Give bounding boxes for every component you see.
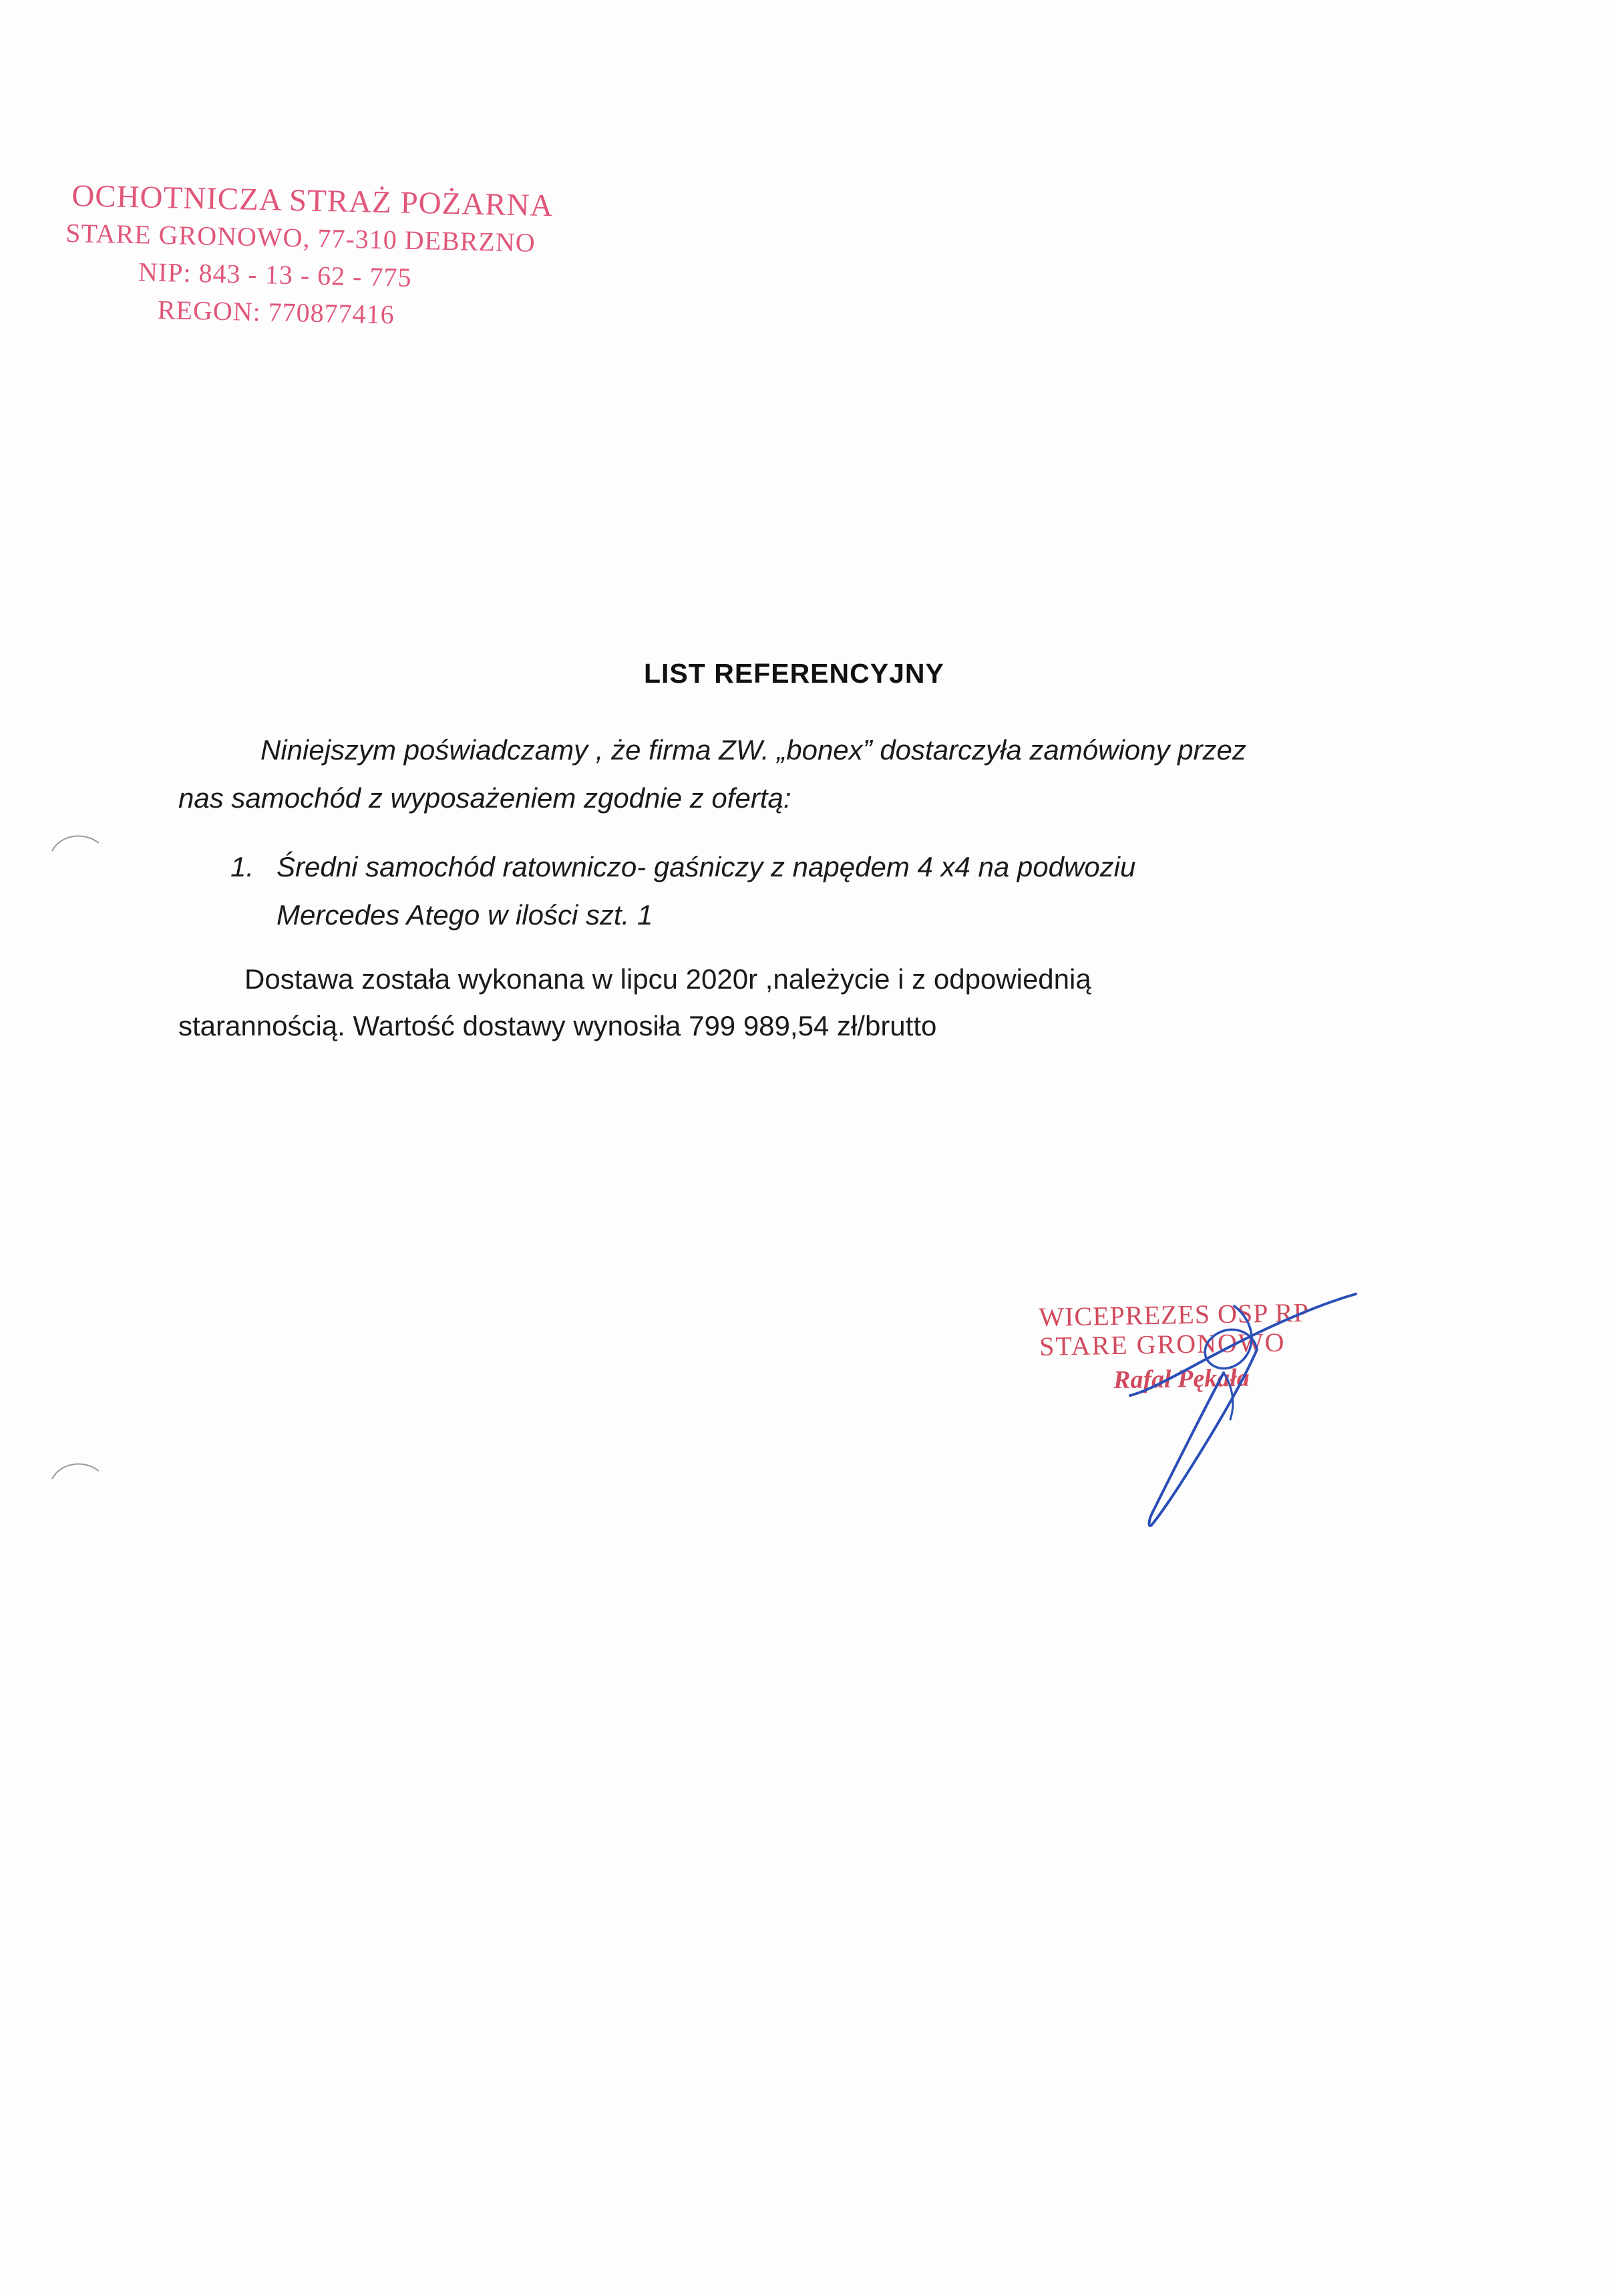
punch-hole-mark-bottom <box>47 1456 107 1483</box>
list-item-number: 1. <box>230 851 254 882</box>
document-title: LIST REFERENCYJNY <box>644 658 944 689</box>
signature-stamp-position: WICEPREZES OSP RP <box>1038 1297 1310 1332</box>
stamp-nip: NIP: 843 - 13 - 62 - 775 <box>138 257 412 293</box>
organization-stamp <box>63 177 554 336</box>
delivery-line-1: Dostawa została wykonana w lipcu 2020r ,należycie i z odpowiednią <box>244 963 1091 995</box>
stamp-org-name: OCHOTNICZA STRAŻ POŻARNA <box>71 178 554 224</box>
intro-line-2: nas samochód z wyposażeniem zgodnie z ofertą: <box>178 782 791 814</box>
delivery-line-2: starannością. Wartość dostawy wynosiła 799 989,54 zł/brutto <box>178 1010 937 1041</box>
punch-hole-mark-top <box>47 828 107 855</box>
stamp-address: STARE GRONOWO, 77-310 DEBRZNO <box>65 217 536 258</box>
list-item-line-2: Mercedes Atego w ilości szt. 1 <box>277 899 653 931</box>
signature-stamp-name: Rafał Pękała <box>1113 1363 1250 1395</box>
signature-stamp-location: STARE GRONOWO <box>1039 1327 1286 1361</box>
list-item-line-1: Średni samochód ratowniczo- gaśniczy z napędem 4 x4 na podwoziu <box>277 851 1136 882</box>
intro-line-1: Niniejszym poświadczamy , że firma ZW. „bonex” dostarczyła zamówiony przez <box>260 734 1246 766</box>
handwritten-signature <box>1082 1286 1376 1540</box>
stamp-regon: REGON: 770877416 <box>157 294 395 330</box>
